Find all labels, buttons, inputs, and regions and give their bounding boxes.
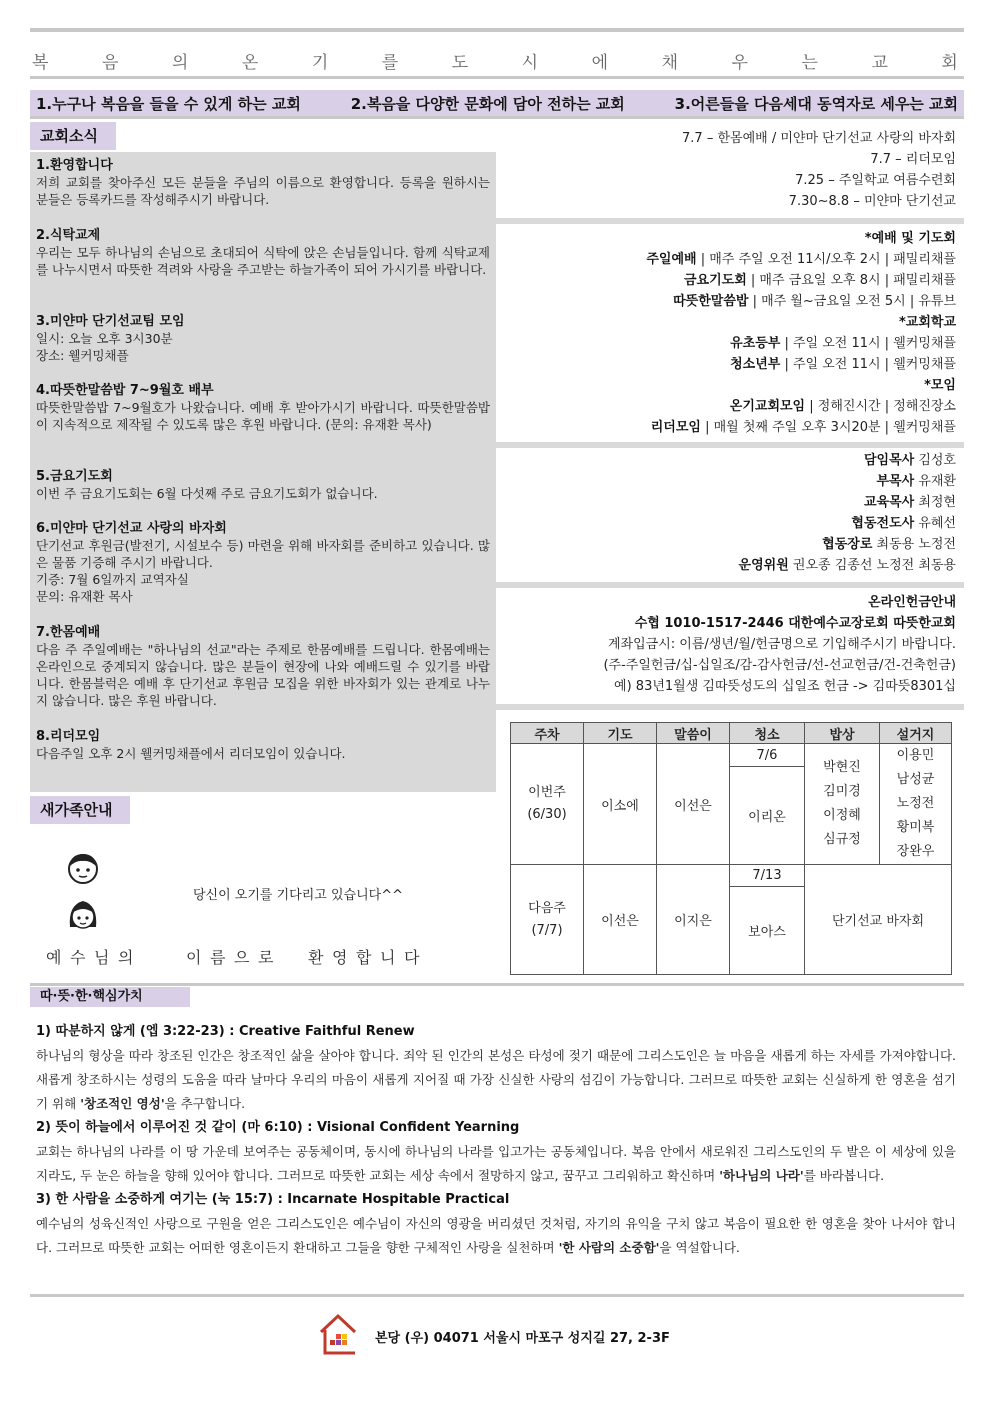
slogan-char: 는 <box>801 53 818 73</box>
staff-role: 부목사 <box>876 474 915 489</box>
welcome-char: 니 <box>380 948 396 967</box>
school-detail: | 주일 오전 11시 | 웰커밍채플 <box>780 357 956 372</box>
table-header: 설거지 <box>880 723 952 744</box>
staff-name: 유혜선 <box>914 516 956 531</box>
welcome-char: 다 <box>404 948 420 967</box>
schedule-item: 7.30~8.8 – 미얀마 단기선교 <box>788 194 956 209</box>
offering-info <box>500 592 956 697</box>
meeting-name: 리더모임 <box>650 420 701 435</box>
news-item <box>36 382 490 433</box>
merged-cell: 단기선교 바자회 <box>805 865 952 975</box>
value-heading: 2) 뜻이 하늘에서 이루어진 것 같이 (마 6:10) : Visional Confident Yearning <box>36 1120 520 1135</box>
newcomer-tab: 새가족안내 <box>30 796 130 824</box>
news-title: 5.금요기도회 <box>36 469 113 484</box>
slogan-char: 온 <box>241 53 259 73</box>
week-label: 다음주 <box>528 900 566 916</box>
footer-rule <box>30 1294 964 1297</box>
slogan <box>32 48 958 73</box>
slogan-char: 교 <box>871 53 888 73</box>
clean-date-cell: 7/13 <box>730 865 805 887</box>
slogan-char: 에 <box>591 53 609 73</box>
slogan-char: 시 <box>521 53 539 73</box>
value-emphasis: '창조적인 영성' <box>80 1096 165 1111</box>
staff-role: 교육목사 <box>863 495 915 510</box>
news-title: 2.식탁교제 <box>36 228 101 243</box>
news-title: 8.리더모임 <box>36 729 101 744</box>
values-rule <box>30 983 964 986</box>
school-heading: *교회학교 <box>898 315 956 330</box>
worship-heading: *예배 및 기도회 <box>864 231 956 246</box>
table-header: 기도 <box>584 723 657 744</box>
offering-note: 계좌입금시: 이름/생년/월/헌금명으로 기입해주시기 바랍니다. <box>608 637 956 652</box>
welcome-char: 으 <box>234 948 250 967</box>
church-logo-icon <box>318 1312 358 1360</box>
slogan-char: 채 <box>661 53 679 73</box>
news-item <box>36 468 490 502</box>
offering-note: 예) 83년1월생 김따뜻성도의 십일조 헌금 -> 김따뜻8301십 <box>614 679 956 694</box>
news-item <box>36 520 490 605</box>
school-name: 청소년부 <box>730 357 781 372</box>
news-title: 4.따뜻한말씀밥 7~9월호 배부 <box>36 383 214 398</box>
value-text: 예수님의 성육신적인 사랑으로 구원을 얻은 그리스도인은 예수님이 자신의 영광을 버리셨던 것처럼, 자기의 유익을 구치 않고 복음이 필요한 한 영혼을 찾아 나서야 합니다. 그러므로 따뜻한 교회는 어떠한 영혼이든지 환대하고 그들을 향한 구체적인 사랑을 실천하며 <box>36 1216 956 1255</box>
worship-detail: | 매주 주일 오전 11시/오후 2시 | 패밀리채플 <box>696 252 956 267</box>
divider <box>496 582 964 588</box>
dish-cell <box>880 744 952 865</box>
slogan-char: 우 <box>731 53 748 73</box>
staff-list <box>500 450 956 576</box>
value-text: 교회는 하나님의 나라를 이 땅 가운데 보여주는 공동체이며, 동시에 하나님의 나라를 입고가는 공동체입니다. 복음 안에서 새로워진 그리스도인의 두 발은 이 세상에 있을 지라도, 두 눈은 하늘을 향해 있어야 합니다. 그러므로 따뜻한 교회는 세상 속에서 절망하지 않고, 꿈꾸고 그리워하고 확신하며 <box>36 1144 956 1183</box>
news-title: 1.환영합니다 <box>36 158 113 173</box>
value-emphasis: '하나님의 나라' <box>719 1168 804 1183</box>
values-tab: 따·뜻·한·핵심가치 <box>30 987 190 1007</box>
news-item <box>36 227 490 278</box>
news-item <box>36 624 490 709</box>
news-item <box>36 157 490 208</box>
offering-title: 온라인헌금안내 <box>868 595 956 610</box>
news-body: 다음주일 오후 2시 웰커밍채플에서 리더모임이 있습니다. <box>36 746 346 761</box>
divider <box>496 218 964 224</box>
worship-name: 금요기도회 <box>683 273 747 288</box>
dish-name: 남성균 <box>896 772 935 787</box>
meal-name: 박현진 <box>823 760 861 775</box>
value-heading: 3) 한 사람을 소중하게 여기는 (눅 15:7) : Incarnate Hospitable Practical <box>36 1192 510 1207</box>
word-cell: 이선은 <box>657 744 730 865</box>
welcome-char: 로 <box>258 948 274 967</box>
duty-table <box>510 722 952 975</box>
news-title: 3.미얀마 단기선교팀 모임 <box>36 314 185 329</box>
vision-bar <box>30 90 964 116</box>
clean-cell: 보아스 <box>730 887 805 975</box>
value-body <box>36 1044 956 1116</box>
vision-1: 1.누구나 복음을 들을 수 있게 하는 교회 <box>36 94 301 113</box>
news-item <box>36 728 490 762</box>
welcome-char: 예 <box>46 948 62 967</box>
value-text: 하나님의 형상을 따라 창조된 인간은 창조적인 삶을 살아야 합니다. 죄악 된 인간의 본성은 타성에 젖기 때문에 그리스도인은 늘 마음을 새롭게 하는 자세를 가져야합니다. 새롭게 창조하시는 성령의 도움을 따라 날마다 우리의 마음이 새롭게 지어질 때 가장 신실한 사랑의 섬김이 가능합니다. 그러므로 따뜻한 교회는 신실하게 한 영혼을 섬기기 위해 <box>36 1048 956 1111</box>
news-item <box>36 313 490 364</box>
dish-name: 장완우 <box>896 844 935 859</box>
worship-name: 주일예배 <box>646 252 697 267</box>
week-cell <box>511 865 584 975</box>
girl-icon <box>66 897 100 939</box>
vision-rule <box>30 116 964 119</box>
staff-name: 유재환 <box>914 474 956 489</box>
news-tab: 교회소식 <box>30 122 116 150</box>
table-header: 밥상 <box>805 723 880 744</box>
welcome-char: 의 <box>118 948 134 967</box>
news-body: 단기선교 후원금(발전기, 시설보수 등) 마련을 위해 바자회를 준비하고 있습니다. 많은 물품 기증해 주시기 바랍니다. 기증: 7월 6일까지 교역자실 문의: 유재환 목사 <box>36 538 490 604</box>
divider <box>496 442 964 448</box>
vision-2: 2.복음을 다양한 문화에 담아 전하는 교회 <box>350 94 625 113</box>
meeting-detail: | 정해진시간 | 정해진장소 <box>805 399 956 414</box>
news-title: 6.미얀마 단기선교 사랑의 바자회 <box>36 521 227 536</box>
news-body: 우리는 모두 하나님의 손님으로 초대되어 식탁에 앉은 손님들입니다. 함께 식탁교제를 나누시면서 따뜻한 격려와 사랑을 주고받는 하늘가족이 되어 가시기를 바랍니다. <box>36 245 490 277</box>
school-name: 유초등부 <box>730 336 781 351</box>
welcome-char: 름 <box>210 948 226 967</box>
divider <box>496 704 964 710</box>
meal-name: 이정혜 <box>823 808 861 823</box>
welcome-char: 합 <box>356 948 372 967</box>
slogan-char: 음 <box>101 53 119 73</box>
word-cell: 이지은 <box>657 865 730 975</box>
slogan-char: 회 <box>941 53 958 73</box>
week-date: (6/30) <box>527 807 567 822</box>
value-text: 을 역설합니다. <box>659 1240 740 1255</box>
welcome-line <box>46 945 476 968</box>
clean-date-cell: 7/6 <box>730 744 805 767</box>
footer-address: 본당 (우) 04071 서울시 마포구 성지길 27, 2-3F <box>375 1331 670 1346</box>
slogan-char: 를 <box>381 53 399 73</box>
table-header: 주차 <box>511 723 584 744</box>
prayer-cell: 이선은 <box>584 865 657 975</box>
news-body: 저희 교회를 찾아주신 모든 분들을 주님의 이름으로 환영합니다. 등록을 원하시는 분들은 등록카드를 작성해주시기 바랍니다. <box>36 175 490 207</box>
slogan-char: 기 <box>311 53 329 73</box>
meeting-name: 온기교회모임 <box>729 399 806 414</box>
clean-cell: 이리온 <box>730 767 805 865</box>
staff-name: 최동용 노정전 <box>872 537 956 552</box>
welcome-char: 영 <box>332 948 348 967</box>
staff-name: 김성호 <box>914 453 956 468</box>
value-heading: 1) 따분하지 않게 (엡 3:22-23) : Creative Faithful Renew <box>36 1024 415 1039</box>
offering-account: 수협 1010-1517-2446 대한예수교장로회 따뜻한교회 <box>634 616 956 631</box>
value-text: 를 바라봅니다. <box>803 1168 885 1183</box>
meal-name: 심규정 <box>823 832 861 847</box>
worship-name: 따뜻한말씀밥 <box>673 294 749 309</box>
value-body <box>36 1140 956 1188</box>
vision-3: 3.어른들을 다음세대 동역자로 세우는 교회 <box>674 94 958 113</box>
dish-name: 노정전 <box>896 796 935 811</box>
worship-info <box>500 228 956 438</box>
boy-icon <box>66 850 100 890</box>
table-header: 청소 <box>730 723 805 744</box>
staff-name: 최정현 <box>914 495 956 510</box>
staff-name: 권오종 김종선 노정전 최동용 <box>788 558 956 573</box>
meal-name: 김미경 <box>823 784 861 799</box>
offering-note: (주-주일헌금/십-십일조/감-감사헌금/선-선교헌금/건-건축헌금) <box>603 658 956 673</box>
value-text: 을 추구합니다. <box>164 1096 246 1111</box>
welcome-char: 환 <box>308 948 324 967</box>
welcome-char: 이 <box>186 948 202 967</box>
slogan-char: 도 <box>451 53 469 73</box>
value-body <box>36 1212 956 1260</box>
worship-detail: | 매주 월~금요일 오전 5시 | 유튜브 <box>748 294 956 309</box>
week-label: 이번주 <box>528 785 566 800</box>
schedule-item: 7.25 – 주일학교 여름수련회 <box>795 173 956 188</box>
staff-role: 협동전도사 <box>851 516 915 531</box>
staff-role: 협동장로 <box>822 537 873 552</box>
top-rule <box>30 28 964 32</box>
values-text <box>36 1020 956 1260</box>
schedule <box>500 128 956 212</box>
dish-name: 황미복 <box>896 820 935 835</box>
news-body: 따뜻한말씀밥 7~9월호가 나왔습니다. 예배 후 받아가시기 바랍니다. 따뜻한말씀밥이 지속적으로 제작될 수 있도록 많은 후원 바랍니다. (문의: 유재환 목사) <box>36 400 490 432</box>
schedule-item: 7.7 – 리더모임 <box>870 152 956 167</box>
meeting-heading: *모임 <box>924 378 956 393</box>
staff-role: 담임목사 <box>863 453 915 468</box>
slogan-char: 복 <box>32 53 49 73</box>
table-header: 말씀이 <box>657 723 730 744</box>
worship-detail: | 매주 금요일 오후 8시 | 패밀리채플 <box>746 273 956 288</box>
welcome-char: 님 <box>94 948 110 967</box>
news-body: 일시: 오늘 오후 3시30분 장소: 웰커밍채플 <box>36 331 173 363</box>
schedule-item: 7.7 – 한몸예배 / 미얀마 단기선교 사랑의 바자회 <box>682 131 956 146</box>
meal-cell <box>805 744 880 865</box>
news-body: 이번 주 금요기도회는 6월 다섯째 주로 금요기도회가 없습니다. <box>36 486 378 501</box>
value-emphasis: '한 사람의 소중함' <box>558 1240 660 1255</box>
dish-name: 이용민 <box>896 748 935 763</box>
staff-role: 운영위원 <box>738 558 789 573</box>
meeting-detail: | 매월 첫째 주일 오후 3시20분 | 웰커밍채플 <box>700 420 956 435</box>
week-cell <box>511 744 584 865</box>
slogan-char: 의 <box>171 53 189 73</box>
week-date: (7/7) <box>531 922 563 938</box>
news-body: 다음 주 주일예배는 "하나님의 선교"라는 주제로 한몸예배를 드립니다. 한몸예배는 온라인으로 중계되지 않습니다. 많은 분들이 현장에 나와 예배드릴 수 있기를 바랍니다. 한몸블럭은 예배 후 단기선교 후원금 모집을 위한 바자회가 있는 관계로 나누지 않습니다. 많은 후원 바랍니다. <box>36 642 490 708</box>
welcome-char: 수 <box>70 948 86 967</box>
school-detail: | 주일 오전 11시 | 웰커밍채플 <box>780 336 956 351</box>
news-title: 7.한몸예배 <box>36 625 101 640</box>
slogan-rule <box>30 76 964 79</box>
prayer-cell: 이소에 <box>584 744 657 865</box>
newcomer-message: 당신이 오기를 기다리고 있습니다^^ <box>193 888 403 903</box>
